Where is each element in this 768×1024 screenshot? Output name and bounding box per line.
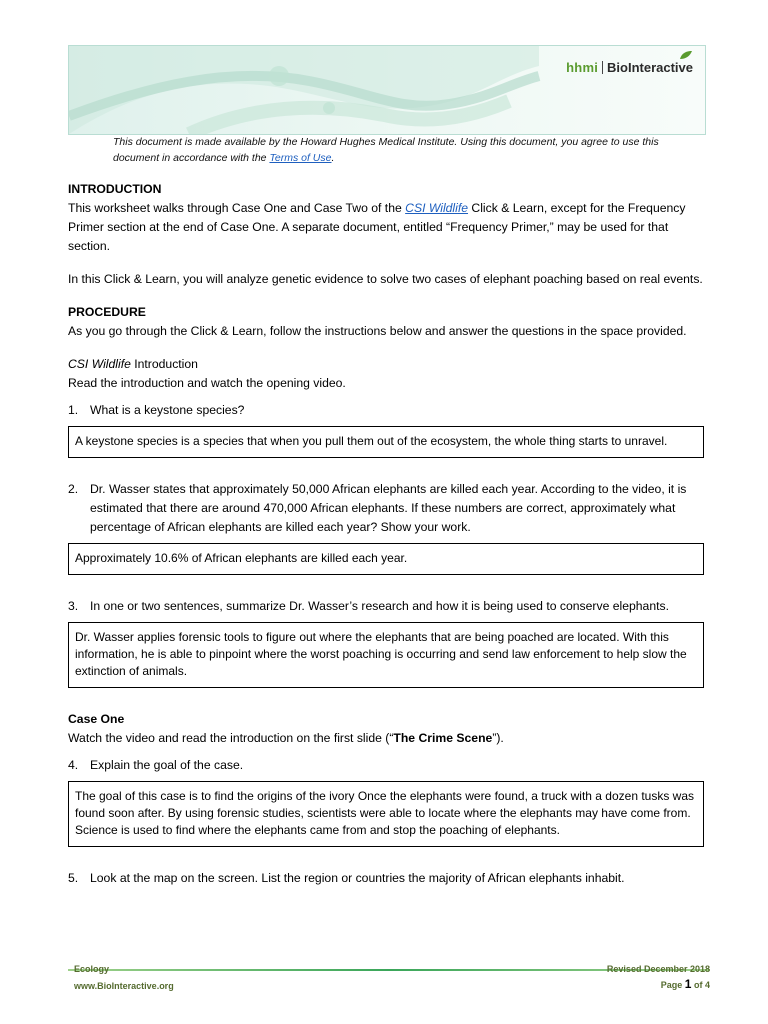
- procedure-heading: PROCEDURE: [68, 305, 146, 319]
- question-1: [68, 401, 704, 420]
- introduction-paragraph-2: In this Click & Learn, you will analyze genetic evidence to solve two cases of elephant poaching based on real events.: [68, 272, 703, 286]
- section-title-csi-intro: [68, 355, 704, 374]
- case-one-instruction-b: ”).: [492, 731, 504, 745]
- footer-revised: Revised December 2018: [606, 964, 710, 974]
- footer-right: [607, 963, 710, 992]
- question-4: [68, 756, 704, 775]
- question-2: [68, 480, 704, 537]
- case-one-instruction-a: Watch the video and read the introduction on the first slide (“: [68, 731, 394, 745]
- terms-of-use-link[interactable]: Terms of Use: [269, 152, 332, 164]
- section-instruction: Read the introduction and watch the opening video.: [68, 376, 346, 390]
- footer-subject: Ecology: [74, 964, 110, 974]
- disclaimer-text: This document is made available by the Howard Hughes Medical Institute. Using this document, you agree to use this document in accordance with the: [113, 136, 659, 164]
- answer-box-2[interactable]: Approximately 10.6% of African elephants are killed each year.: [68, 543, 704, 575]
- header-banner: [68, 45, 706, 135]
- answer-box-1[interactable]: A keystone species is a species that when you pull them out of the ecosystem, the whole thing starts to unravel.: [68, 426, 704, 458]
- question-text: In one or two sentences, summarize Dr. Wasser’s research and how it is being used to conserve elephants.: [90, 599, 669, 613]
- question-5: [68, 869, 704, 888]
- introduction-heading: INTRODUCTION: [68, 182, 162, 196]
- page-indicator: [607, 978, 710, 992]
- question-number: 5.: [68, 871, 79, 885]
- section-title-rest: Introduction: [130, 357, 198, 371]
- page-label: Page: [660, 980, 685, 990]
- worksheet-content: [68, 180, 704, 888]
- page-footer: [68, 963, 710, 1003]
- page-number: 1: [684, 977, 692, 991]
- logo-hhmi-text: hhmi: [566, 60, 599, 75]
- question-number: 3.: [68, 599, 79, 613]
- crime-scene-label: The Crime Scene: [393, 731, 493, 745]
- footer-left: [74, 963, 174, 993]
- question-text: Dr. Wasser states that approximately 50,000 African elephants are killed each year. According to the video, it is estimated that there are around 470,000 African elephants. If these numbers are correct, approximately what percentage of African elephants are killed each year? Show your work.: [90, 482, 687, 534]
- logo-divider: [602, 61, 603, 74]
- procedure-paragraph: As you go through the Click & Learn, follow the instructions below and answer the questions in the space provided.: [68, 324, 687, 338]
- footer-website-link[interactable]: www.BioInteractive.org: [74, 981, 174, 991]
- question-text: Look at the map on the screen. List the region or countries the majority of African elephants inhabit.: [90, 871, 625, 885]
- intro-text-a: This worksheet walks through Case One and Case Two of the: [68, 201, 406, 215]
- hhmi-biointeractive-logo[interactable]: [566, 60, 693, 75]
- question-number: 4.: [68, 758, 79, 772]
- answer-box-4[interactable]: The goal of this case is to find the origins of the ivory Once the elephants were found, a truck with a dozen tusks was found soon after. By using forensic studies, scientists were able to locate where the elephants may have come from. Science is used to find where the elephants came from and stop the poaching of elephants.: [68, 781, 704, 847]
- page-total: of 4: [691, 980, 710, 990]
- logo-biointeractive-text: BioInteractive: [607, 60, 693, 75]
- introduction-paragraph-1: [68, 199, 704, 256]
- section-title-italic: CSI Wildlife: [68, 357, 131, 371]
- usage-disclaimer: [113, 134, 703, 166]
- question-number: 1.: [68, 403, 79, 417]
- csi-wildlife-link[interactable]: CSI Wildlife: [405, 201, 469, 215]
- question-number: 2.: [68, 482, 79, 496]
- question-text: Explain the goal of the case.: [90, 758, 244, 772]
- answer-box-3[interactable]: Dr. Wasser applies forensic tools to figure out where the elephants that are being poached are located. With this information, he is able to pinpoint where the worst poaching is occurring and send law enforcement to help slow the extinction of animals.: [68, 622, 704, 688]
- case-one-heading: Case One: [68, 712, 125, 726]
- intro-text-b: Click & Learn, except for the Frequency Primer section at the end of Case One. A separate document, entitled “Frequency Primer,” may be used for that section.: [68, 201, 686, 253]
- disclaimer-end: .: [331, 152, 335, 164]
- case-one-instruction: [68, 729, 704, 748]
- question-text: What is a keystone species?: [90, 403, 245, 417]
- question-3: [68, 597, 704, 616]
- leaf-icon: [679, 50, 693, 60]
